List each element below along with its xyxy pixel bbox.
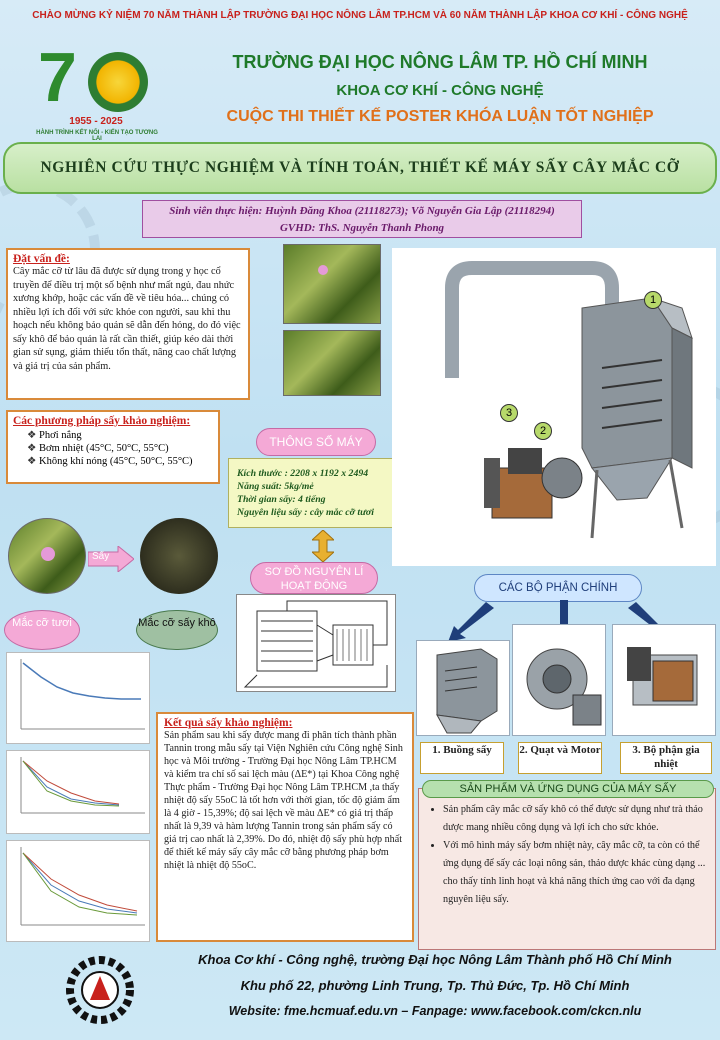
callout-2: 2 — [534, 422, 552, 440]
problem-box — [6, 248, 250, 400]
diagram-tag: SƠ ĐỒ NGUYÊN LÍ HOẠT ĐỘNG — [250, 562, 378, 594]
spec-time: Thời gian sấy: 4 tiếng — [237, 494, 326, 505]
callout-1: 1 — [644, 291, 662, 309]
spec-size: Kích thước : 2208 x 1192 x 2494 — [237, 468, 369, 479]
drying-chamber-image — [416, 640, 510, 736]
anniversary-banner: CHÀO MỪNG KỶ NIỆM 70 NĂM THÀNH LẬP TRƯỜNG ĐẠI HỌC NÔNG LÂM TP.HCM VÀ 60 NĂM THÀNH LẬP KHOA CƠ KHÍ - CÔNG NGHỆ — [32, 10, 688, 21]
logo-years: 1955 - 2025 — [69, 116, 123, 127]
fresh-plant-photo — [8, 518, 86, 594]
fan-motor-image — [512, 624, 606, 736]
heating-unit-image — [612, 624, 716, 736]
contest-name: CUỘC THI THIẾT KẾ POSTER KHÓA LUẬN TỐT NGHIỆP — [226, 108, 654, 125]
products-box — [418, 788, 716, 950]
logo-motto: HÀNH TRÌNH KẾT NỐI - KIẾN TẠO TƯƠNG LAI — [36, 130, 158, 142]
anniversary-logo: 7 1955 - 2025 HÀNH TRÌNH KẾT NỐI - KIẾN TẠO TƯƠNG LAI — [38, 40, 158, 140]
dried-plant-photo — [140, 518, 218, 594]
drying-curve-chart — [6, 840, 150, 942]
specs-box — [228, 458, 394, 528]
poster-title: NGHIÊN CỨU THỰC NGHIỆM VÀ TÍNH TOÁN, THIẾT KẾ MÁY SẤY CÂY MẮC CỠ — [40, 159, 680, 176]
fresh-label: Mắc cỡ tươi — [4, 610, 80, 650]
footer-faculty: Khoa Cơ khí - Công nghệ, trường Đại học Nông Lâm Thành phố Hồ Chí Minh — [198, 952, 672, 967]
poster-title-bar — [3, 142, 717, 194]
specs-tag: THÔNG SỐ MÁY — [256, 428, 376, 456]
method-item: ❖ Không khí nóng (45°C, 50°C, 55°C) — [27, 455, 213, 468]
university-seal-icon — [88, 52, 148, 112]
part-label-fan: 2. Quạt và Motor — [518, 742, 602, 774]
methods-title: Các phương pháp sấy khảo nghiệm: — [13, 415, 191, 427]
advisor: GVHD: ThS. Nguyễn Thanh Phong — [279, 222, 445, 234]
spec-material: Nguyên liệu sấy : cây mắc cỡ tươi — [237, 507, 374, 518]
university-name: TRƯỜNG ĐẠI HỌC NÔNG LÂM TP. HỒ CHÍ MINH — [232, 52, 648, 72]
product-item: • Với mô hình máy sấy bơm nhiệt này, cây mắc cỡ, ta còn có thể ứng dụng để sấy các loại nông sản, thảo dược khác cùng dạng ... cho thấy tính linh hoạt và khả năng thích ứng cao với đa dạng nguyên liệu sấy. — [443, 837, 709, 909]
double-arrow-icon — [312, 530, 334, 562]
drying-curve-chart — [6, 652, 150, 744]
results-title: Kết quả sấy khảo nghiệm: — [164, 717, 293, 729]
method-item: ❖ Bơm nhiệt (45°C, 50°C, 55°C) — [27, 442, 213, 455]
principle-diagram — [236, 594, 396, 692]
dry-arrow-label: Sấy — [92, 551, 110, 562]
footer-links: Website: fme.hcmuaf.edu.vn – Fanpage: www.facebook.com/ckcn.nlu — [228, 1004, 642, 1018]
method-item: ❖ Phơi nắng — [27, 429, 213, 442]
drying-curve-chart — [6, 750, 150, 834]
callout-3: 3 — [500, 404, 518, 422]
part-label-chamber: 1. Buồng sấy — [420, 742, 504, 774]
faculty-name: KHOA CƠ KHÍ - CÔNG NGHỆ — [336, 82, 544, 99]
faculty-logo — [60, 950, 140, 1030]
students: Sinh viên thực hiện: Huỳnh Đăng Khoa (21118273); Võ Nguyễn Gia Lập (21118294) — [169, 205, 555, 217]
results-text: Sản phẩm sau khi sấy được mang đi phân tích thành phần Tannin trong mẫu sấy tại Viện Nghiên cứu Công nghệ Sinh học và Môi trường - Trường Đại học Nông Lâm TP.HCM và kiểm tra chỉ số sai lệch màu (ΔE*) tại Khoa Công nghệ Thực phẩm - Trường Đại học Nông Lâm TP.HCM ,ta thấy nhiệt độ sấy 55oC là tốt hơn với thời gian, tốc độ giảm ẩm là 4 giờ - 15,39%; độ sai lệch về màu ΔE* có giá trị thấp nhất là 9,39 và hàm lượng Tannin trong sản phẩm sấy có giá trị cao nhất là 2,39%. Do đó, nhiệt độ sấy phù hợp nhất để thiết kế máy sấy cây mắc cỡ bằng phương pháp bơm nhiệt là nhiệt độ 55oC. — [164, 730, 403, 871]
part-label-heater: 3. Bộ phận gia nhiệt — [620, 742, 712, 774]
product-item: • Sản phẩm cây mắc cỡ sấy khô có thể được sử dụng như trà thảo dược mang nhiều công dụng và lợi ích cho sức khỏe. — [443, 801, 709, 837]
plant-photo — [283, 244, 381, 324]
footer-address: Khu phố 22, phường Linh Trung, Tp. Thủ Đức, Tp. Hồ Chí Minh — [240, 978, 630, 993]
spec-capacity: Năng suất: 5kg/mẻ — [237, 481, 314, 492]
problem-text: Cây mắc cỡ từ lâu đã được sử dụng trong y học cổ truyền để điều trị một số bệnh như mất ngủ, đau nhức xương khớp, hoặc các vấn đề về tiêu hóa... chúng có nhiều lợi ích đối với sức khỏe con người, sau khi thu hoạch nếu không bảo quản sẽ dẫn đến hỏng, do đó việc sấy khô để bảo quản là rất cần thiết, giúp kéo dài thời gian sử sụng, giảm thiểu tổn thất, nâng cao chất lượng và giá trị của sản phẩm. — [13, 266, 241, 372]
products-tag: SẢN PHẨM VÀ ỨNG DỤNG CỦA MÁY SẤY — [422, 780, 714, 798]
methods-box — [6, 410, 220, 484]
parts-tag: CÁC BỘ PHẬN CHÍNH — [474, 574, 642, 602]
results-box — [156, 712, 414, 942]
machine-3d-view — [392, 248, 716, 566]
plant-photo — [283, 330, 381, 396]
authors-box — [142, 200, 582, 238]
problem-title: Đặt vấn đề: — [13, 253, 70, 265]
dry-label: Mắc cỡ sấy khô — [136, 610, 218, 650]
